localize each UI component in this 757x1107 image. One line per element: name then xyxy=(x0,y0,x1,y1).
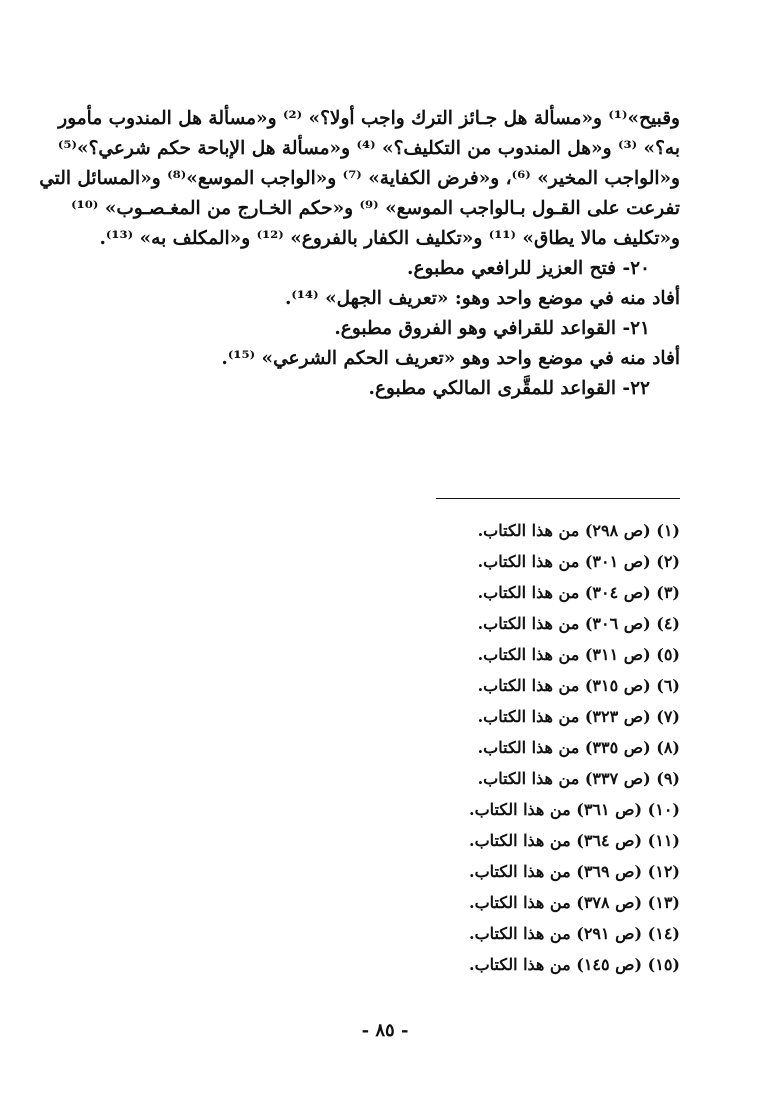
reference-heading: ٢٠- فتح العزيز للرافعي مطبوع. xyxy=(407,258,650,279)
text-line: وقبيح»⁽¹⁾ و«مسألة هل جـائز الترك واجب أولا؟» ⁽²⁾ و«مسألة هل المندوب مأمور xyxy=(58,108,680,129)
footnote-divider xyxy=(436,498,680,499)
footnote: (٨) (ص ٣٣٥) من هذا الكتاب. xyxy=(477,738,680,757)
footnote: (٥) (ص ٣١١) من هذا الكتاب. xyxy=(477,645,680,664)
text-line: و«الواجب المخير» ⁽⁶⁾، و«فرض الكفاية» ⁽⁷⁾ و«الواجب الموسع»⁽⁸⁾ و«المسائل التي xyxy=(39,168,680,189)
reference-heading: ٢١- القواعد للقرافي وهو الفروق مطبوع. xyxy=(334,318,650,339)
footnote: (١١) (ص ٣٦٤) من هذا الكتاب. xyxy=(469,831,680,850)
text-line: به؟» ⁽³⁾ و«هل المندوب من التكليف؟» ⁽⁴⁾ و«مسألة هل الإباحة حكم شرعي؟»⁽⁵⁾ xyxy=(57,138,680,159)
footnote: (٢) (ص ٣٠١) من هذا الكتاب. xyxy=(477,552,680,571)
footnote: (١) (ص ٢٩٨) من هذا الكتاب. xyxy=(477,521,680,540)
text-line: أفاد منه في موضع واحد وهو: «تعريف الجهل» ⁽¹⁴⁾. xyxy=(284,288,680,309)
footnote: (٧) (ص ٣٢٣) من هذا الكتاب. xyxy=(477,707,680,726)
text-line: تفرعت على القـول بـالواجب الموسع» ⁽⁹⁾ و«حكم الخـارج من المغـصـوب» ⁽¹⁰⁾ xyxy=(71,198,680,219)
footnote: (١٥) (ص ١٤٥) من هذا الكتاب. xyxy=(469,955,680,974)
footnote: (١٤) (ص ٢٩١) من هذا الكتاب. xyxy=(469,924,680,943)
page-number: - ٨٥ - xyxy=(361,1020,409,1041)
text-line: أفاد منه في موضع واحد وهو «تعريف الحكم الشرعي» ⁽¹⁵⁾. xyxy=(221,348,680,369)
footnote: (٤) (ص ٣٠٦) من هذا الكتاب. xyxy=(477,614,680,633)
footnote: (١٠) (ص ٣٦١) من هذا الكتاب. xyxy=(469,800,680,819)
text-line: و«تكليف مالا يطاق» ⁽¹¹⁾ و«تكليف الكفار بالفروع» ⁽¹²⁾ و«المكلف به» ⁽¹³⁾. xyxy=(99,228,680,249)
footnote: (٦) (ص ٣١٥) من هذا الكتاب. xyxy=(477,676,680,695)
reference-heading: ٢٢- القواعد للمقَّرى المالكي مطبوع. xyxy=(368,378,650,399)
footnote: (٣) (ص ٣٠٤) من هذا الكتاب. xyxy=(477,583,680,602)
main-text xyxy=(39,104,680,404)
footnote: (١٢) (ص ٣٦٩) من هذا الكتاب. xyxy=(469,862,680,881)
footnote: (١٣) (ص ٣٧٨) من هذا الكتاب. xyxy=(469,893,680,912)
footnotes-list xyxy=(86,515,680,980)
footnote: (٩) (ص ٣٣٧) من هذا الكتاب. xyxy=(477,769,680,788)
